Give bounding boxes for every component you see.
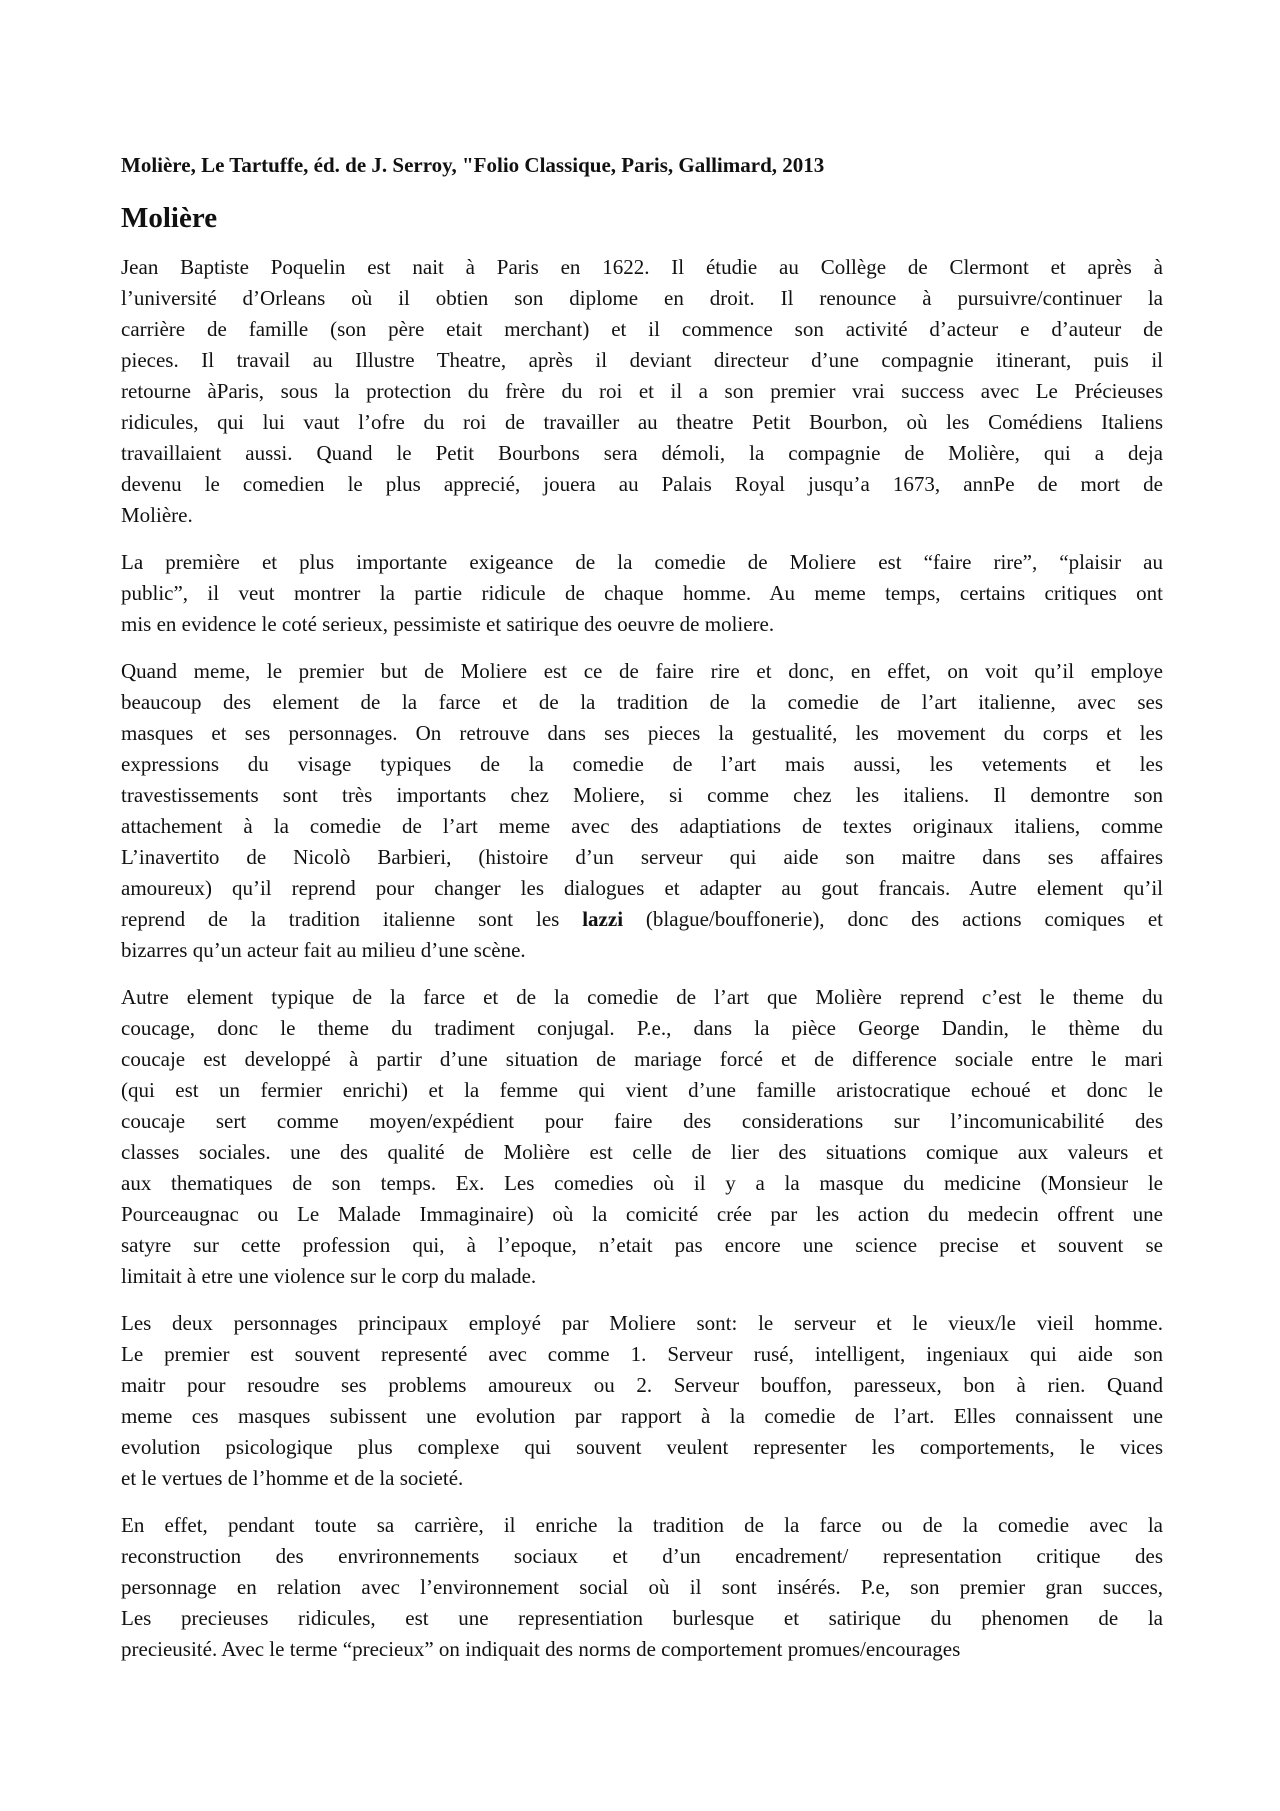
- paragraph: [121, 547, 1163, 640]
- text-line: L’inavertito de Nicolò Barbieri, (histoire d’un serveur qui aide son maitre dans ses affaires: [121, 845, 1163, 869]
- text-line: attachement à la comedie de l’art meme avec des adaptiations de textes originaux italiens, comme: [121, 814, 1163, 838]
- text-line: et le vertues de l’homme et de la societé.: [121, 1466, 464, 1490]
- text-line: personnage en relation avec l’environnement social où il sont insérés. P.e, son premier gran succes,: [121, 1575, 1163, 1599]
- text-line: reconstruction des envrironnements sociaux et d’un encadrement/ representation critique des: [121, 1544, 1163, 1568]
- text-line: ridicules, qui lui vaut l’ofre du roi de travailler au theatre Petit Bourbon, où les Comédiens Italiens: [121, 410, 1163, 434]
- text-line: masques et ses personnages. On retrouve dans ses pieces la gestualité, les movement du corps et les: [121, 721, 1163, 745]
- bibliographic-reference: Molière, Le Tartuffe, éd. de J. Serroy, "Folio Classique, Paris, Gallimard, 2013: [121, 153, 825, 177]
- section-heading: Molière: [121, 202, 218, 234]
- paragraph: [121, 1308, 1163, 1494]
- text-line: Les deux personnages principaux employé par Moliere sont: le serveur et le vieux/le vieil homme.: [121, 1311, 1163, 1335]
- text-line: Jean Baptiste Poquelin est nait à Paris en 1622. Il étudie au Collège de Clermont et après à: [121, 255, 1163, 279]
- text-line: evolution psicologique plus complexe qui souvent veulent representer les comportements, le vices: [121, 1435, 1163, 1459]
- text-line: carrière de famille (son père etait merchant) et il commence son activité d’acteur e d’auteur de: [121, 317, 1163, 341]
- text-line: l’université d’Orleans où il obtien son diplome en droit. Il renounce à pursuivre/continuer la: [121, 286, 1163, 310]
- text-line: beaucoup des element de la farce et de la tradition de la comedie de l’art italienne, avec ses: [121, 690, 1163, 714]
- text-line: maitr pour resoudre ses problems amoureux ou 2. Serveur bouffon, paresseux, bon à rien. Quand: [121, 1373, 1163, 1397]
- text-line: Autre element typique de la farce et de la comedie de l’art que Molière reprend c’est le theme du: [121, 985, 1163, 1009]
- text-line: mis en evidence le coté serieux, pessimiste et satirique des oeuvre de moliere.: [121, 612, 775, 636]
- text-line: public”, il veut montrer la partie ridicule de chaque homme. Au meme temps, certains critiques ont: [121, 581, 1163, 605]
- text-line: pieces. Il travail au Illustre Theatre, après il deviant directeur d’une compagnie itinerant, puis il: [121, 348, 1163, 372]
- text-line: bizarres qu’un acteur fait au milieu d’une scène.: [121, 938, 526, 962]
- text-line: Molière.: [121, 503, 193, 527]
- text-line: aux thematiques de son temps. Ex. Les comedies où il y a la masque du medicine (Monsieur le: [121, 1171, 1163, 1195]
- text-segment: (blague/bouffonerie), donc des actions comiques et: [623, 907, 1164, 931]
- text-line: travestissements sont très importants chez Moliere, si comme chez les italiens. Il demontre son: [121, 783, 1163, 807]
- text-line: (qui est un fermier enrichi) et la femme qui vient d’une famille aristocratique echoué et donc le: [121, 1078, 1163, 1102]
- text-line: [121, 904, 1163, 935]
- text-line: En effet, pendant toute sa carrière, il enriche la tradition de la farce ou de la comedie avec la: [121, 1513, 1163, 1537]
- text-line: precieusité. Avec le terme “precieux” on indiquait des norms de comportement promues/encourages: [121, 1637, 961, 1661]
- paragraph: [121, 656, 1163, 966]
- bold-term-lazzi: lazzi: [582, 907, 624, 931]
- document-page: [121, 150, 1163, 1681]
- text-line: limitait à etre une violence sur le corp du malade.: [121, 1264, 537, 1288]
- text-line: Pourceaugnac ou Le Malade Immaginaire) où la comicité crée par les action du medecin offrent une: [121, 1202, 1163, 1226]
- text-line: La première et plus importante exigeance de la comedie de Moliere est “faire rire”, “plaisir au: [121, 550, 1163, 574]
- text-line: expressions du visage typiques de la comedie de l’art mais aussi, les vetements et les: [121, 752, 1163, 776]
- text-line: Quand meme, le premier but de Moliere est ce de faire rire et donc, en effet, on voit qu’il employe: [121, 659, 1163, 683]
- text-line: Les precieuses ridicules, est une representiation burlesque et satirique du phenomen de la: [121, 1606, 1163, 1630]
- text-line: coucage, donc le theme du tradiment conjugal. P.e., dans la pièce George Dandin, le thème du: [121, 1016, 1163, 1040]
- text-line: classes sociales. une des qualité de Molière est celle de lier des situations comique aux valeurs et: [121, 1140, 1163, 1164]
- text-line: devenu le comedien le plus apprecié, jouera au Palais Royal jusqu’a 1673, annPe de mort de: [121, 472, 1163, 496]
- text-segment: reprend de la tradition italienne sont les: [121, 907, 583, 931]
- text-line: satyre sur cette profession qui, à l’epoque, n’etait pas encore une science precise et souvent se: [121, 1233, 1163, 1257]
- text-line: meme ces masques subissent une evolution par rapport à la comedie de l’art. Elles connaissent une: [121, 1404, 1163, 1428]
- paragraph: [121, 252, 1163, 531]
- text-line: amoureux) qu’il reprend pour changer les dialogues et adapter au gout francais. Autre element qu’il: [121, 876, 1163, 900]
- text-line: Le premier est souvent representé avec comme 1. Serveur rusé, intelligent, ingeniaux qui aide son: [121, 1342, 1163, 1366]
- text-line: retourne àParis, sous la protection du frère du roi et il a son premier vrai success avec Le Précieuses: [121, 379, 1163, 403]
- paragraph: [121, 1510, 1163, 1665]
- text-line: travaillaient aussi. Quand le Petit Bourbons sera démoli, la compagnie de Molière, qui a deja: [121, 441, 1163, 465]
- text-line: coucaje sert comme moyen/expédient pour faire des considerations sur l’incomunicabilité des: [121, 1109, 1163, 1133]
- paragraph: [121, 982, 1163, 1292]
- text-line: coucaje est developpé à partir d’une situation de mariage forcé et de difference sociale entre le mari: [121, 1047, 1163, 1071]
